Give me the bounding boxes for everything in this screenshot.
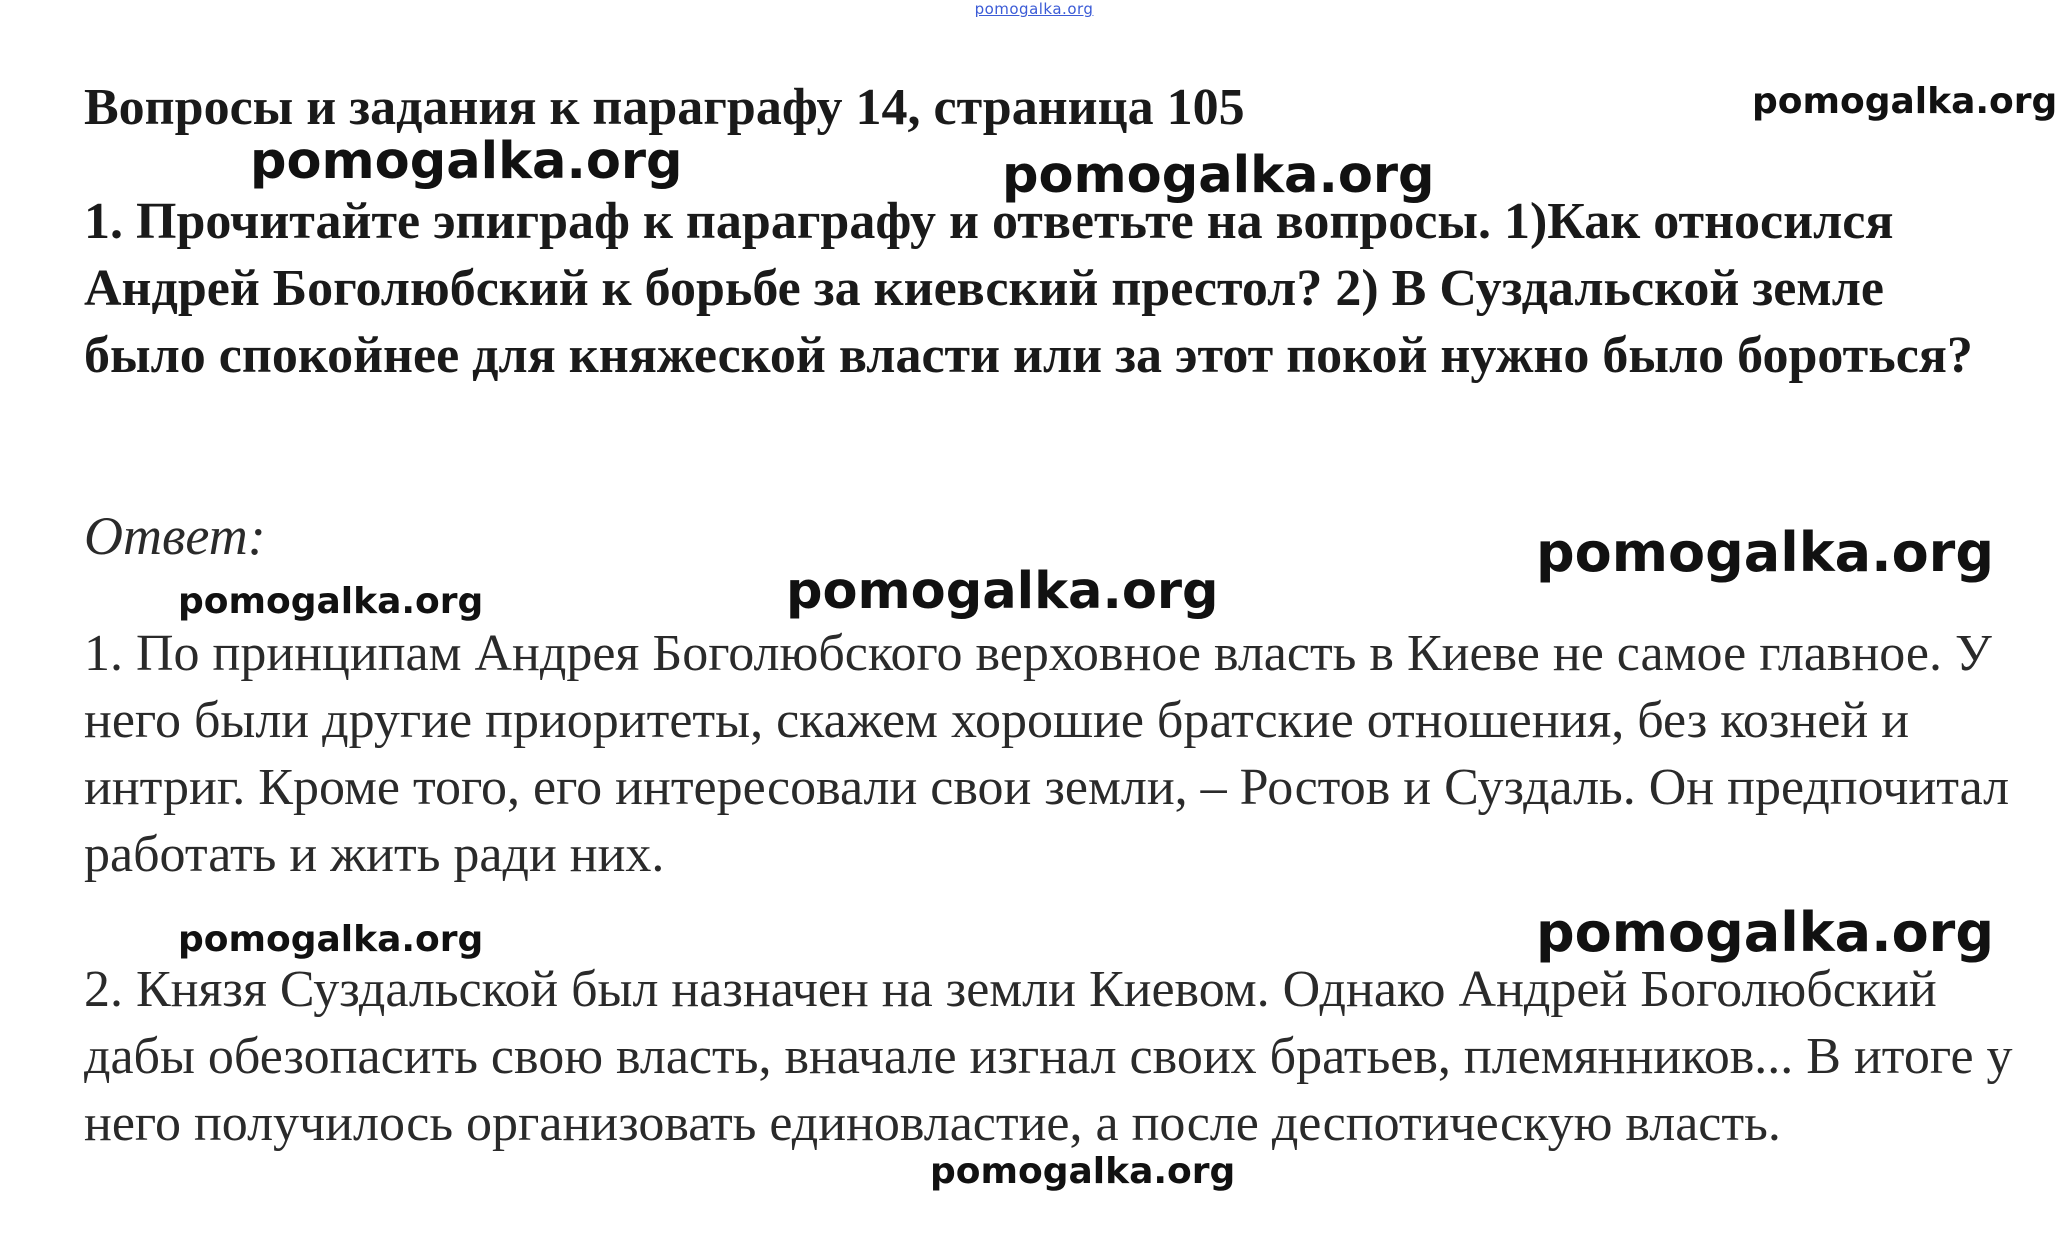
answer-paragraph-1: 1. По принципам Андрея Боголюбского верховное власть в Киеве не самое главное. У него были другие приоритеты, скажем хорошие братские отношения, без козней и интриг. Кроме того, его интересовали свои земли, – Ростов и Суздаль. Он предпочитал работать и жить ради них. xyxy=(84,625,2010,883)
watermark: pomogalka.org xyxy=(250,132,683,191)
site-link[interactable]: pomogalka.org xyxy=(974,0,1094,18)
question-text: 1. Прочитайте эпиграф к параграфу и ответьте на вопросы. 1)Как относился Андрей Боголюбский к борьбе за киевский престол? 2) В Суздальской земле было спокойнее для княжеской власти или за этот покой нужно было бороться? xyxy=(84,193,1973,384)
answer-paragraph-2: 2. Князя Суздальской был назначен на земли Киевом. Однако Андрей Боголюбский дабы обезопасить свою власть, вначале изгнал своих братьев, племянников... В итоге у него получилось организовать единовластие, а после деспотическую власть. xyxy=(84,961,2013,1152)
watermark: pomogalka.org xyxy=(786,562,1219,621)
watermark: pomogalka.org xyxy=(1002,146,1435,205)
watermark: pomogalka.org xyxy=(1536,521,1994,584)
page-heading: Вопросы и задания к параграфу 14, страница 105 xyxy=(84,79,1245,136)
watermark: pomogalka.org xyxy=(1752,81,2058,122)
answer-label: Ответ: xyxy=(84,506,266,566)
watermark: pomogalka.org xyxy=(1536,901,1994,964)
watermark: pomogalka.org xyxy=(178,581,484,622)
watermark: pomogalka.org xyxy=(178,919,484,960)
watermark: pomogalka.org xyxy=(930,1151,1236,1192)
